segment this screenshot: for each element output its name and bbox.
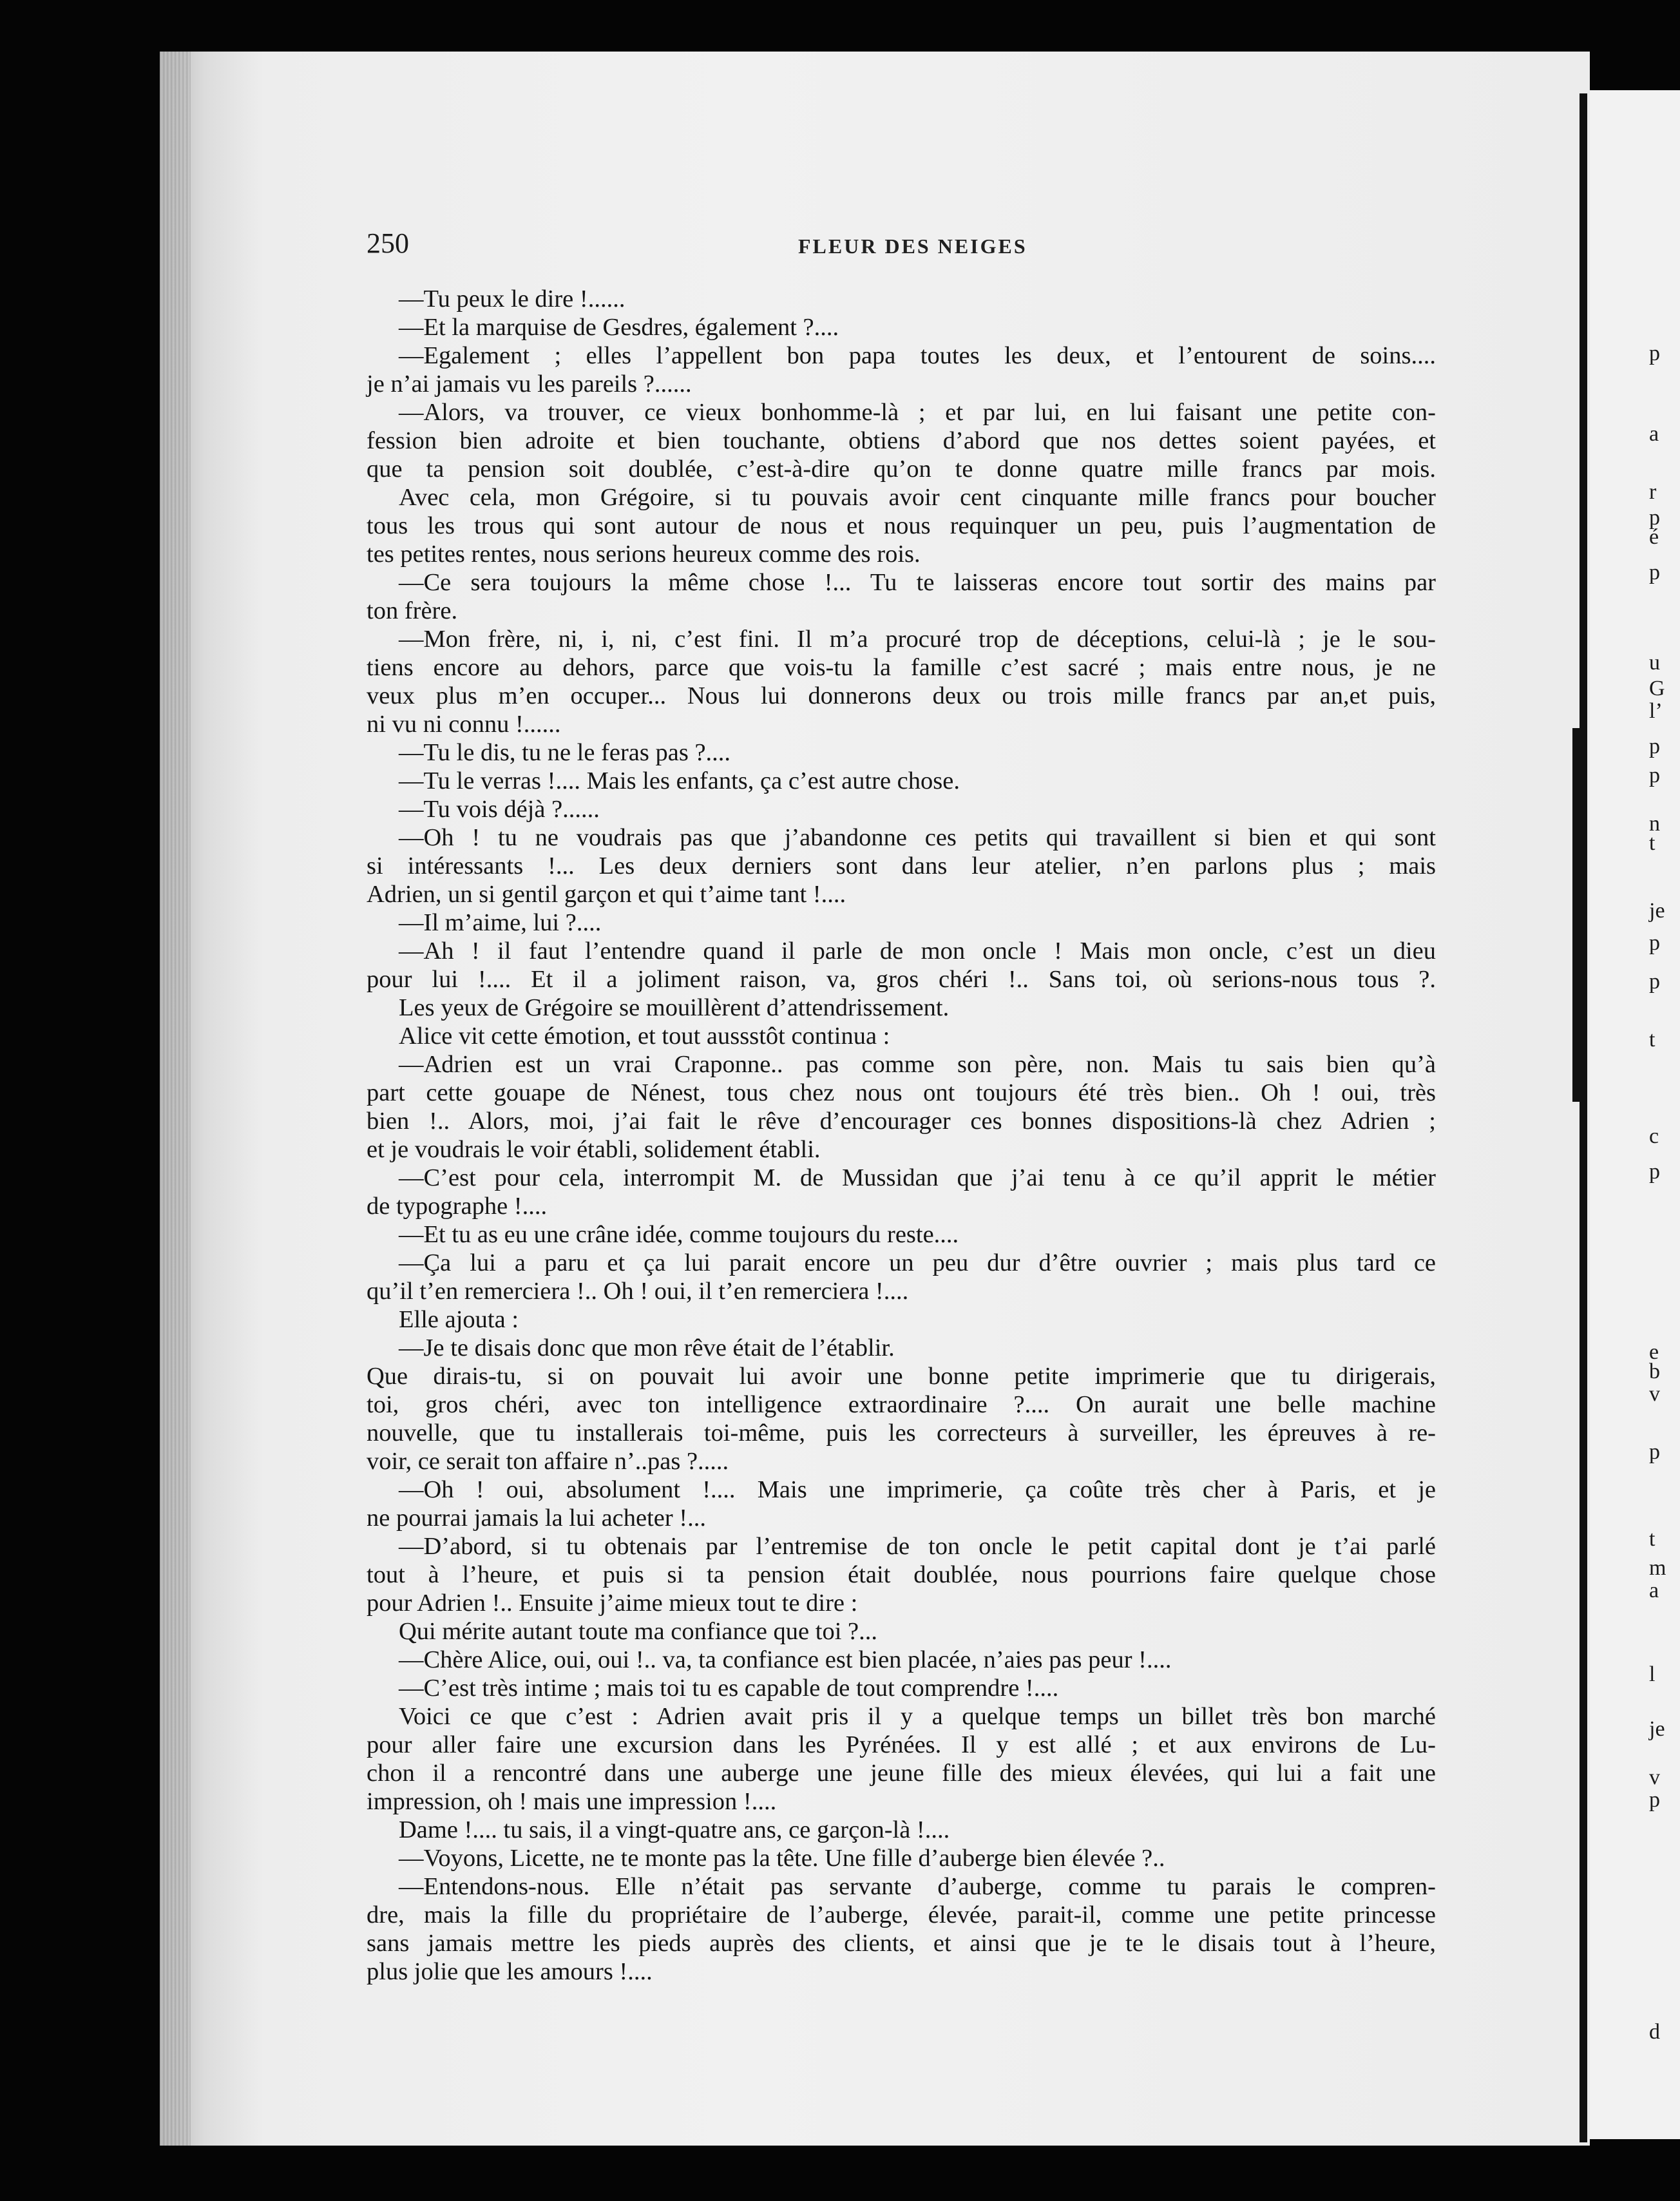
text-line: Qui mérite autant toute ma confiance que toi ?... — [399, 1618, 877, 1645]
text-line: de typographe !.... — [367, 1193, 548, 1220]
text-line: impression, oh ! mais une impression !.... — [367, 1788, 777, 1815]
text-line: Les yeux de Grégoire se mouillèrent d’attendrissement. — [399, 994, 950, 1021]
text-line: —Tu peux le dire !...... — [399, 285, 625, 312]
text-line: —Egalement ; elles l’appellent bon papa toutes les deux, et l’entourent de soins.... — [399, 342, 1436, 369]
text-line: que ta pension soit doublée, c’est-à-dire qu’on te donne quatre mille francs par mois. — [367, 456, 1436, 483]
text-line: pour Adrien !.. Ensuite j’aime mieux tout te dire : — [367, 1590, 858, 1617]
facing-page-fragment: a — [1649, 422, 1659, 446]
facing-page-fragment: p — [1649, 764, 1660, 787]
text-line: toi, gros chéri, avec ton intelligence extraordinaire ?.... On aurait une belle machine — [367, 1391, 1436, 1418]
text-line: bien !.. Alors, moi, j’ai fait le rêve d’encourager ces bonnes dispositions-là chez Adrien ; — [367, 1108, 1436, 1135]
text-line: Que dirais-tu, si on pouvait lui avoir une bonne petite imprimerie que tu dirigerais, — [367, 1363, 1436, 1390]
facing-page-fragment: t — [1649, 1527, 1656, 1551]
facing-page — [1590, 90, 1680, 2139]
facing-page-fragment: t — [1649, 831, 1656, 855]
text-line: tous les trous qui sont autour de nous et nous requinquer un peu, puis l’augmentation de — [367, 512, 1436, 539]
text-line: —Ça lui a paru et ça lui parait encore un peu dur d’être ouvrier ; mais plus tard ce — [399, 1249, 1436, 1276]
facing-page-fragment: l — [1649, 1662, 1656, 1686]
text-line: qu’il t’en remerciera !.. Oh ! oui, il t’en remerciera !.... — [367, 1278, 909, 1305]
text-line: —Voyons, Licette, ne te monte pas la tête. Une fille d’auberge bien élevée ?.. — [399, 1845, 1165, 1872]
text-line: —Tu le verras !.... Mais les enfants, ça c’est autre chose. — [399, 767, 960, 794]
text-line: —Tu le dis, tu ne le feras pas ?.... — [399, 739, 731, 766]
text-line: part cette gouape de Nénest, tous chez nous ont toujours été très bien.. Oh ! oui, très — [367, 1079, 1436, 1106]
facing-page-fragment: p — [1649, 506, 1660, 530]
text-line: Elle ajouta : — [399, 1306, 519, 1333]
text-line: Alice vit cette émotion, et tout aussstôt continua : — [399, 1023, 890, 1050]
facing-page-fragment: d — [1649, 2020, 1660, 2044]
facing-page-fragment: p — [1649, 1160, 1660, 1184]
text-line: chon il a rencontré dans une auberge une jeune fille des mieux élevées, qui lui a fait une — [367, 1760, 1436, 1787]
facing-page-fragment: m — [1649, 1556, 1666, 1580]
facing-page-fragment: p — [1649, 970, 1660, 994]
facing-page-fragment: e — [1649, 1340, 1659, 1364]
facing-page-fragment: je — [1649, 899, 1665, 923]
text-line: voir, ce serait ton affaire n’..pas ?..... — [367, 1448, 729, 1475]
facing-page-fragment: r — [1649, 480, 1657, 504]
facing-page-fragment: je — [1649, 1717, 1665, 1741]
facing-page-fragment: p — [1649, 1788, 1660, 1812]
text-line: —Et la marquise de Gesdres, également ?.... — [399, 314, 839, 341]
text-line: —Et tu as eu une crâne idée, comme toujours du reste.... — [399, 1221, 959, 1248]
facing-page-fragment: t — [1649, 1028, 1656, 1052]
facing-page-fragment: p — [1649, 735, 1660, 758]
text-line: —Mon frère, ni, i, ni, c’est fini. Il m’a procuré trop de déceptions, celui-là ; je le sou- — [399, 626, 1436, 653]
text-line: —Adrien est un vrai Craponne.. pas comme son père, non. Mais tu sais bien qu’à — [399, 1051, 1436, 1078]
text-line: Voici ce que c’est : Adrien avait pris il y a quelque temps un billet très bon marché — [399, 1703, 1436, 1730]
facing-page-fragment: c — [1649, 1124, 1659, 1148]
text-line: et je voudrais le voir établi, solidement établi. — [367, 1136, 821, 1163]
facing-page-fragment: v — [1649, 1765, 1660, 1789]
text-line: tout à l’heure, et puis si ta pension était doublée, nous pourrions faire quelque chose — [367, 1561, 1436, 1588]
text-line: —Il m’aime, lui ?.... — [399, 909, 602, 936]
running-title: FLEUR DES NEIGES — [798, 235, 1027, 258]
text-line: sans jamais mettre les pieds auprès des clients, et ainsi que je te le disais tout à l’heure, — [367, 1930, 1436, 1957]
facing-page-fragment: b — [1649, 1360, 1660, 1383]
text-line: Avec cela, mon Grégoire, si tu pouvais avoir cent cinquante mille francs pour boucher — [399, 484, 1436, 511]
text-line: Adrien, un si gentil garçon et qui t’aime tant !.... — [367, 881, 846, 908]
facing-page-fragment: p — [1649, 341, 1660, 365]
text-line: —C’est pour cela, interrompit M. de Mussidan que j’ai tenu à ce qu’il apprit le métier — [399, 1164, 1436, 1191]
text-line: ni vu ni connu !...... — [367, 711, 561, 738]
gutter-mark — [1572, 728, 1583, 1102]
text-line: tiens encore au dehors, parce que vois-tu la famille c’est sacré ; mais entre nous, je ne — [367, 654, 1436, 681]
page-number: 250 — [367, 227, 409, 259]
text-line: pour aller faire une excursion dans les Pyrénées. Il y est allé ; et aux environs de Lu- — [367, 1731, 1436, 1758]
text-line: nouvelle, que tu installerais toi-même, puis les correcteurs à surveiller, les épreuves à re- — [367, 1419, 1436, 1447]
text-line: —Tu vois déjà ?...... — [399, 796, 600, 823]
text-line: —Chère Alice, oui, oui !.. va, ta confiance est bien placée, n’aies pas peur !.... — [399, 1646, 1172, 1673]
facing-page-fragment: u — [1649, 651, 1660, 675]
text-line: —Ce sera toujours la même chose !... Tu te laisseras encore tout sortir des mains par — [399, 569, 1436, 596]
facing-page-fragment: n — [1649, 812, 1660, 836]
facing-page-fragment: G — [1649, 677, 1665, 700]
page-edge-shadow — [160, 52, 191, 2146]
text-line: —Ah ! il faut l’entendre quand il parle de mon oncle ! Mais mon oncle, c’est un dieu — [399, 937, 1436, 965]
facing-page-fragment: p — [1649, 931, 1660, 955]
text-line: —Oh ! oui, absolument !.... Mais une imprimerie, ça coûte très cher à Paris, et je — [399, 1476, 1436, 1503]
page-header — [367, 227, 1436, 259]
text-line: —Oh ! tu ne voudrais pas que j’abandonne ces petits qui travaillent si bien et qui sont — [399, 824, 1436, 851]
facing-page-fragment: p — [1649, 1440, 1660, 1464]
text-line: plus jolie que les amours !.... — [367, 1958, 653, 1985]
text-line: Dame !.... tu sais, il a vingt-quatre ans, ce garçon-là !.... — [399, 1816, 950, 1843]
text-line: —C’est très intime ; mais toi tu es capable de tout comprendre !.... — [399, 1675, 1059, 1702]
gutter-line — [1580, 93, 1587, 2142]
facing-page-fragment: é — [1649, 525, 1659, 549]
body-text — [367, 285, 1436, 1986]
text-line: tes petites rentes, nous serions heureux comme des rois. — [367, 541, 921, 568]
text-line: dre, mais la fille du propriétaire de l’auberge, élevée, parait-il, comme une petite princesse — [367, 1901, 1436, 1928]
text-line: fession bien adroite et bien touchante, obtiens d’abord que nos dettes soient payées, et — [367, 427, 1436, 454]
text-line: —Je te disais donc que mon rêve était de l’établir. — [399, 1334, 895, 1361]
text-line: —Entendons-nous. Elle n’était pas servante d’auberge, comme tu parais le compren- — [399, 1873, 1436, 1900]
text-line: ne pourrai jamais la lui acheter !... — [367, 1504, 707, 1532]
facing-page-fragment: p — [1649, 561, 1660, 584]
facing-page-fragment: l’ — [1649, 699, 1663, 723]
facing-page-fragment: a — [1649, 1579, 1659, 1602]
text-line: si intéressants !... Les deux derniers sont dans leur atelier, n’en parlons plus ; mais — [367, 852, 1436, 879]
text-line: veux plus m’en occuper... Nous lui donnerons deux ou trois mille francs par an,et puis, — [367, 682, 1436, 709]
text-line: je n’ai jamais vu les pareils ?...... — [367, 370, 692, 398]
text-line: —Alors, va trouver, ce vieux bonhomme-là ; et par lui, en lui faisant une petite con- — [399, 399, 1436, 426]
text-line: pour lui !.... Et il a joliment raison, va, gros chéri !.. Sans toi, où serions-nous tous ?. — [367, 966, 1436, 993]
facing-page-fragment: v — [1649, 1382, 1660, 1406]
text-line: ton frère. — [367, 597, 458, 624]
text-line: —D’abord, si tu obtenais par l’entremise de ton oncle le petit capital dont je t’ai parlé — [399, 1533, 1436, 1560]
